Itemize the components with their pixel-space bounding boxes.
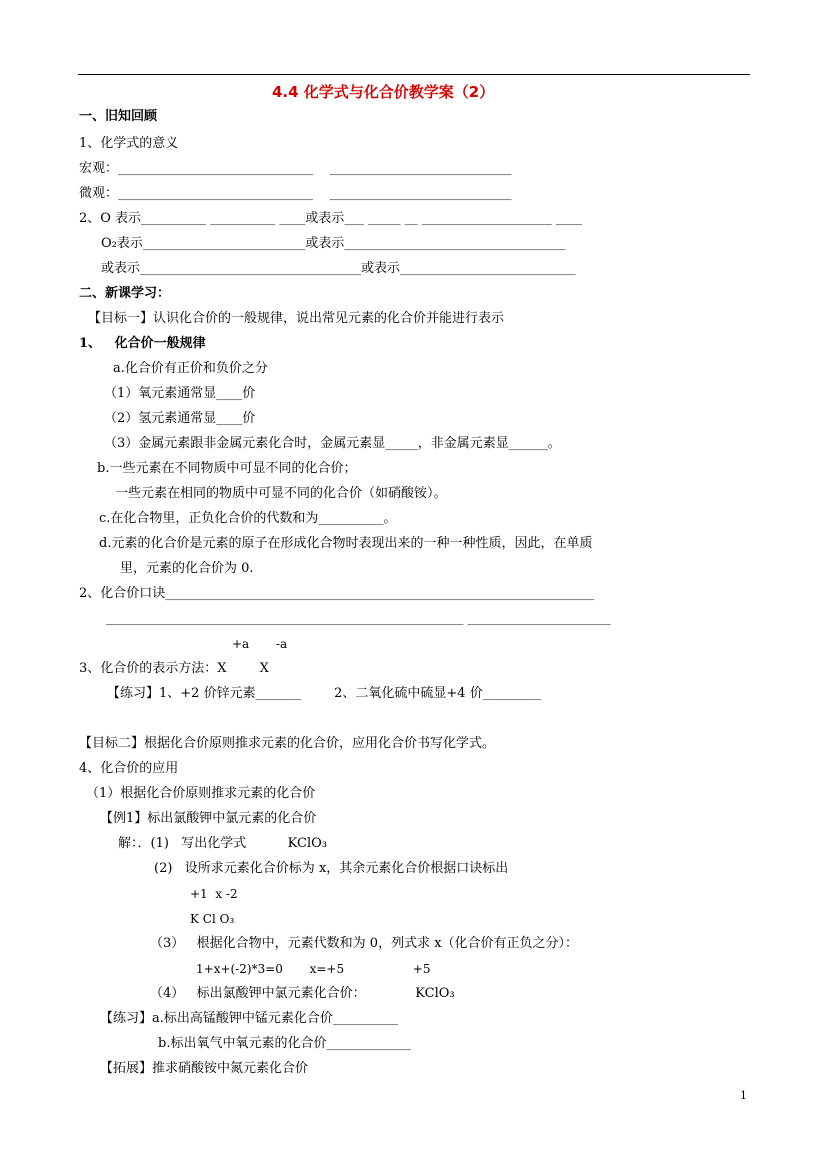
practice-line: 【练习】1、+2 价锌元素_______ 2、二氧化硫中硫显+4 价_________ (107, 686, 542, 701)
page-number: 1 (740, 1089, 747, 1102)
goal-two: 【目标二】根据化合价原则推求元素的化合价，应用化合价书写化学式。 (79, 736, 496, 751)
subheading-rules: 1、 化合价一般规律 (79, 336, 206, 351)
text-line: 3、化合价的表示方法：X X (79, 661, 269, 676)
practice-b: b.标出氧气中氧元素的化合价_____________ (158, 1036, 411, 1051)
blank-line: _______________________________________________________ ______________________ (106, 611, 611, 626)
text-line: （1）根据化合价原则推求元素的化合价 (86, 786, 316, 801)
mnemonic-line: 2、化合价口诀__________________________________________________________________ (79, 586, 595, 601)
formula-valences: +1 x -2 (190, 887, 238, 901)
formula: K Cl O₃ (190, 912, 235, 926)
equation-line: 1+x+(-2)*3=0 x=+5 +5 (196, 962, 431, 976)
text-line: a.化合价有正价和负价之分 (113, 361, 268, 376)
page-title: 4.4 化学式与化合价教学案（2） (272, 83, 495, 101)
solution-step-4: （4） 标出氯酸钾中氯元素化合价： KClO₃ (150, 986, 455, 1001)
text-line: （1）氧元素通常显____价 (104, 386, 256, 401)
text-line: d.元素的化合价是元素的原子在形成化合物时表现出来的一种一种性质，因此，在单质 (99, 536, 593, 551)
text-line: （2）氢元素通常显____价 (104, 411, 256, 426)
text-line: 里，元素的化合价为 0. (120, 561, 254, 576)
goal-one: 【目标一】认识化合价的一般规律，说出常见元素的化合价并能进行表示 (88, 311, 505, 326)
text-line: （3）金属元素跟非金属元素化合时，金属元素显_____，非金属元素显______。 (104, 436, 561, 451)
text-line: 4、化合价的应用 (79, 761, 179, 776)
header-rule (78, 74, 750, 75)
example-heading: 【例1】标出氯酸钾中氯元素的化合价 (100, 811, 317, 826)
blank-line-o: 2、O 表示__________ __________ ____或表示___ _____ __ ____________________ ____ (79, 211, 582, 226)
text-line: 一些元素在相同的物质中可显不同的化合价（如硝酸铵）。 (115, 486, 447, 501)
blank-line-or: 或表示__________________________________或表示___________________________ (101, 261, 576, 276)
practice-a: 【练习】a.标出高锰酸钾中锰元素化合价__________ (100, 1011, 398, 1026)
blank-line-o2: O₂表示_________________________或表示__________________________________ (101, 236, 566, 251)
extension-line: 【拓展】推求硝酸铵中氮元素化合价 (100, 1061, 309, 1076)
text-line: c.在化合物里，正负化合价的代数和为__________。 (99, 511, 397, 526)
section-heading-review: 一、旧知回顾 (79, 109, 158, 124)
blank-line-macro: 宏观：______________________________ ____________________________ (79, 161, 512, 176)
blank-line-micro: 微观：______________________________ ____________________________ (79, 186, 512, 201)
text-line: 1、化学式的意义 (79, 136, 179, 151)
solution-step-1: 解：．(1) 写出化学式 KClO₃ (118, 836, 327, 851)
text-line: b.一些元素在不同物质中可显不同的化合价； (97, 461, 357, 476)
valence-superscripts: +a -a (232, 637, 288, 651)
solution-step-3: （3） 根据化合物中，元素代数和为 0，列式求 x（化合价有正负之分）： (150, 936, 579, 951)
section-heading-new: 二、新课学习： (79, 286, 171, 301)
solution-step-2: (2) 设所求元素化合价标为 x，其余元素化合价根据口诀标出 (154, 861, 509, 876)
